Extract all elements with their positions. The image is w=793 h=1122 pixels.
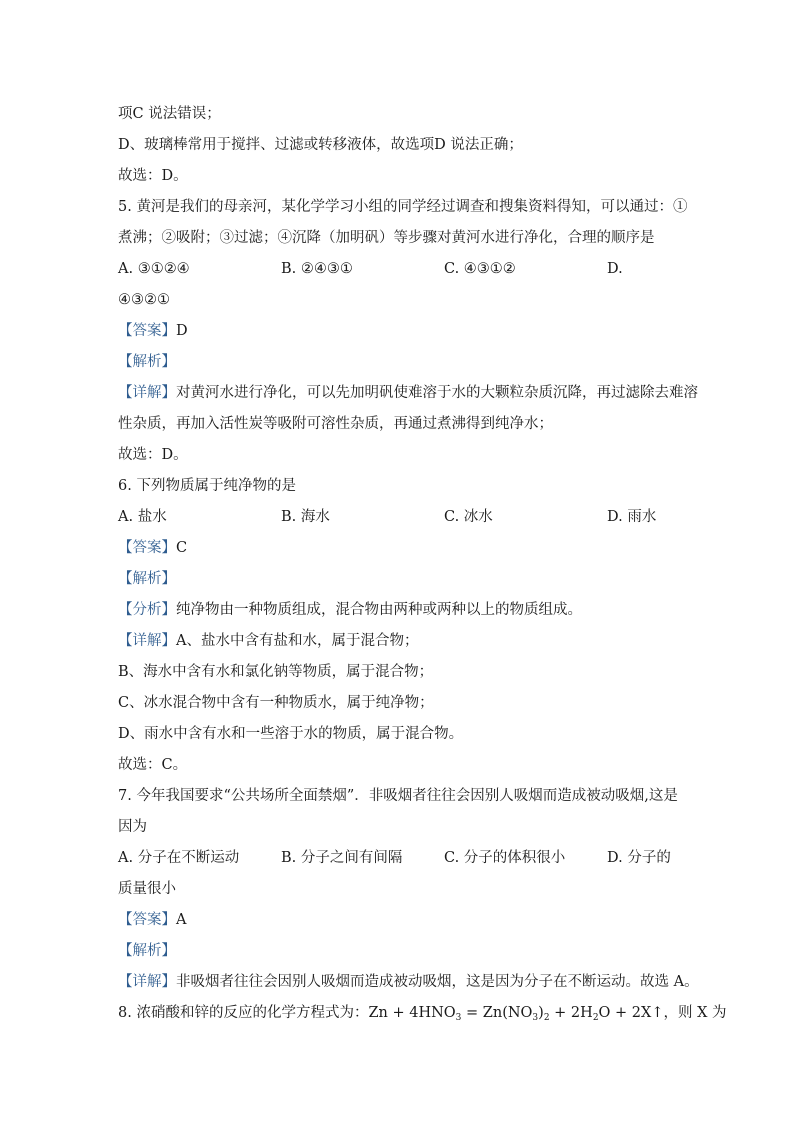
- subscript: 2: [592, 1013, 599, 1023]
- detail-text: 非吸烟者往往会因别人吸烟而造成被动吸烟，这是因为分子在不断运动。故选 A。: [176, 974, 699, 990]
- answer-tag: 【答案】: [118, 540, 176, 556]
- q6-detail-b: B、海水中含有水和氯化钠等物质，属于混合物；: [118, 664, 434, 680]
- subscript: 3: [532, 1013, 539, 1023]
- q5-choice: 故选：D。: [118, 447, 188, 463]
- q6-option-a: A. 盐水: [118, 509, 167, 525]
- q5-analysis-tag: 【解析】: [118, 354, 176, 370]
- q5-option-d: D.: [607, 261, 623, 277]
- subscript: 3: [455, 1013, 462, 1023]
- detail-tag: 【详解】: [118, 974, 176, 990]
- q6-option-c: C. 冰水: [444, 509, 493, 525]
- question-6-stem: 6. 下列物质属于纯净物的是: [118, 478, 296, 494]
- equation-part: = Zn(NO: [461, 1005, 533, 1021]
- q7-answer: [118, 910, 186, 930]
- question-7-stem: 7. 今年我国要求“公共场所全面禁烟”．非吸烟者往往会因别人吸烟而造成被动吸烟,这是: [118, 788, 678, 804]
- subscript: 2: [543, 1013, 550, 1023]
- q6-choice: 故选：C。: [118, 757, 188, 773]
- answer-value: C: [176, 540, 188, 556]
- q7-detail: [118, 972, 699, 992]
- detail-text: 对黄河水进行净化，可以先加明矾使难溶于水的大颗粒杂质沉降，再过滤除去难溶: [176, 385, 698, 401]
- analysis-tag: 【分析】: [118, 602, 176, 618]
- q7-option-d: D. 分子的: [607, 850, 671, 866]
- q6-option-b: B. 海水: [281, 509, 330, 525]
- equation-part: 8. 浓硝酸和锌的反应的化学方程式为：Zn + 4HNO: [118, 1005, 456, 1021]
- q6-analysis: [118, 600, 582, 620]
- answer-value: D: [176, 323, 188, 339]
- q6-answer: [118, 538, 187, 558]
- answer-tag: 【答案】: [118, 323, 176, 339]
- detail-tag: 【详解】: [118, 633, 176, 649]
- detail-text: A、盐水中含有盐和水，属于混合物；: [176, 633, 419, 649]
- q7-option-b: B. 分子之间有间隔: [281, 850, 403, 866]
- q6-analysis-tag: 【解析】: [118, 571, 176, 587]
- equation-part: + 2H: [549, 1005, 593, 1021]
- equation-part: ): [538, 1005, 544, 1021]
- q6-option-d: D. 雨水: [607, 509, 657, 525]
- question-5-stem: 5. 黄河是我们的母亲河，某化学学习小组的同学经过调查和搜集资料得知，可以通过：①: [118, 199, 688, 215]
- q5-option-d-value: ④③②①: [118, 292, 170, 308]
- q6-detail-d: D、雨水中含有水和一些溶于水的物质，属于混合物。: [118, 726, 464, 742]
- text-line: D、玻璃棒常用于搅拌、过滤或转移液体，故选项D 说法正确；: [118, 137, 523, 153]
- question-7-stem-cont: 因为: [118, 819, 147, 835]
- text-line: 故选：D。: [118, 168, 188, 184]
- answer-tag: 【答案】: [118, 912, 176, 928]
- equation-part: O + 2X↑，则 X 为: [598, 1005, 727, 1021]
- q7-option-a: A. 分子在不断运动: [118, 850, 240, 866]
- question-8-stem: [118, 1003, 727, 1028]
- q5-option-b: B. ②④③①: [281, 261, 353, 277]
- q5-detail-cont: 性杂质，再加入活性炭等吸附可溶性杂质，再通过煮沸得到纯净水；: [118, 416, 553, 432]
- q7-option-d-cont: 质量很小: [118, 881, 176, 897]
- q7-analysis-tag: 【解析】: [118, 943, 176, 959]
- question-5-stem-cont: 煮沸；②吸附；③过滤；④沉降（加明矾）等步骤对黄河水进行净化，合理的顺序是: [118, 230, 655, 246]
- q7-option-c: C. 分子的体积很小: [444, 850, 566, 866]
- q6-detail-c: C、冰水混合物中含有一种物质水，属于纯净物；: [118, 695, 434, 711]
- q5-option-a: A. ③①②④: [118, 261, 190, 277]
- answer-value: A: [176, 912, 187, 928]
- q5-detail: [118, 383, 698, 403]
- q5-option-c: C. ④③①②: [444, 261, 516, 277]
- analysis-text: 纯净物由一种物质组成，混合物由两种或两种以上的物质组成。: [176, 602, 582, 618]
- text-line: 项C 说法错误；: [118, 106, 221, 122]
- detail-tag: 【详解】: [118, 385, 176, 401]
- q5-answer: [118, 321, 188, 341]
- q6-detail: [118, 631, 418, 651]
